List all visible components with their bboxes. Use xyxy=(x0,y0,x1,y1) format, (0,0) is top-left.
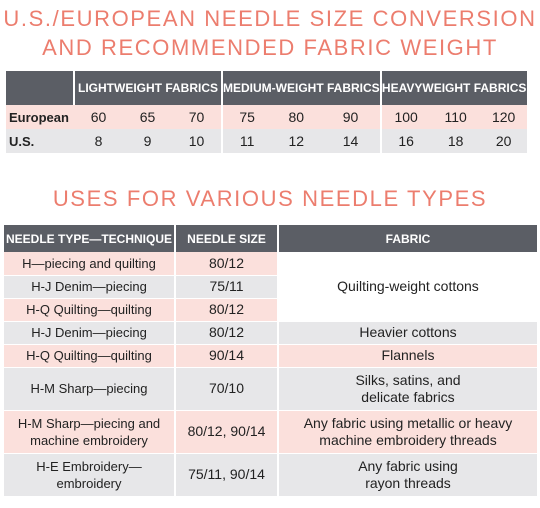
table-row xyxy=(4,321,537,344)
row-label-us: U.S. xyxy=(6,129,74,153)
table-row xyxy=(4,367,537,410)
fabric-cell xyxy=(278,367,537,410)
size-cell: 20 xyxy=(481,129,527,153)
fabric-line: Any fabric using metallic or heavy xyxy=(303,414,513,431)
row-label-european: European xyxy=(6,105,74,129)
fabric-line: machine embroidery threads xyxy=(319,431,497,448)
needle-size-cell: 70/10 xyxy=(175,367,278,410)
size-cell: 65 xyxy=(123,105,172,129)
fabric-cell xyxy=(278,344,537,367)
group-header-medium: MEDIUM-WEIGHT FABRICS xyxy=(222,71,381,105)
size-cell: 9 xyxy=(123,129,172,153)
table-row xyxy=(4,252,537,275)
uses-header-row xyxy=(4,225,537,252)
needle-uses-table xyxy=(4,225,537,497)
technique-cell xyxy=(4,275,175,298)
size-cell: 16 xyxy=(381,129,431,153)
fabric-line: rayon threads xyxy=(365,474,451,491)
size-cell: 18 xyxy=(431,129,481,153)
header-needle-size: NEEDLE SIZE xyxy=(175,225,278,252)
fabric-cell xyxy=(278,453,537,496)
technique-cell xyxy=(4,321,175,344)
size-cell: 8 xyxy=(74,129,123,153)
needle-size-cell: 80/12 xyxy=(175,321,278,344)
technique-cell xyxy=(4,252,175,275)
corner-cell xyxy=(6,71,74,105)
technique-line: embroidery xyxy=(56,475,122,491)
fabric-line: delicate fabrics xyxy=(361,388,455,405)
technique-text: H-J Denim—piecing xyxy=(31,325,147,340)
header-fabric: FABRIC xyxy=(278,225,537,252)
technique-text: H-Q Quilting—quilting xyxy=(26,302,152,317)
technique-text: H—piecing and quilting xyxy=(22,255,156,271)
technique-text: H-M Sharp—piecing xyxy=(30,381,148,396)
fabric-cell-merged: Quilting-weight cottons xyxy=(278,252,537,321)
group-header-heavy: HEAVYWEIGHT FABRICS xyxy=(381,71,527,105)
needle-size-cell: 75/11 xyxy=(175,275,278,298)
size-cell: 70 xyxy=(172,105,222,129)
needle-size-cell: 80/12, 90/14 xyxy=(175,410,278,453)
table-row xyxy=(4,453,537,496)
fabric-line: Any fabric using xyxy=(358,457,458,474)
technique-cell xyxy=(4,367,175,410)
table-row xyxy=(4,344,537,367)
technique-cell xyxy=(4,453,175,496)
size-cell: 60 xyxy=(74,105,123,129)
fabric-cell xyxy=(278,410,537,453)
conversion-title-line2: AND RECOMMENDED FABRIC WEIGHT xyxy=(42,35,498,60)
fabric-line: Silks, satins, and xyxy=(355,371,461,388)
size-cell: 90 xyxy=(321,105,380,129)
size-cell: 80 xyxy=(271,105,321,129)
table-row xyxy=(4,410,537,453)
size-cell: 14 xyxy=(321,129,380,153)
size-cell: 10 xyxy=(172,129,222,153)
size-cell: 110 xyxy=(431,105,481,129)
size-cell: 100 xyxy=(381,105,431,129)
size-cell: 120 xyxy=(481,105,527,129)
technique-cell xyxy=(4,298,175,321)
conversion-title-line1: U.S./EUROPEAN NEEDLE SIZE CONVERSION xyxy=(3,6,537,31)
technique-cell xyxy=(4,344,175,367)
fabric-text: Flannels xyxy=(381,347,435,363)
uses-title: USES FOR VARIOUS NEEDLE TYPES xyxy=(52,186,488,211)
needle-size-cell: 80/12 xyxy=(175,298,278,321)
us-row xyxy=(6,129,527,153)
technique-line: H-M Sharp—piecing and xyxy=(17,415,161,431)
size-cell: 12 xyxy=(271,129,321,153)
needle-size-cell: 75/11, 90/14 xyxy=(175,453,278,496)
size-cell: 75 xyxy=(222,105,271,129)
conversion-header-row xyxy=(6,71,527,105)
technique-line: H-E Embroidery— xyxy=(36,458,142,474)
fabric-text: Heavier cottons xyxy=(359,324,457,340)
size-cell: 11 xyxy=(222,129,271,153)
fabric-cell xyxy=(278,321,537,344)
conversion-table xyxy=(6,71,527,153)
technique-text: H-Q Quilting—quilting xyxy=(26,348,152,363)
needle-size-cell: 90/14 xyxy=(175,344,278,367)
needle-size-cell: 80/12 xyxy=(175,252,278,275)
technique-line: machine embroidery xyxy=(30,432,148,448)
european-row xyxy=(6,105,527,129)
group-header-light: LIGHTWEIGHT FABRICS xyxy=(74,71,222,105)
header-technique: NEEDLE TYPE—TECHNIQUE xyxy=(4,225,175,252)
technique-text: H-J Denim—piecing xyxy=(31,279,147,294)
technique-cell xyxy=(4,410,175,453)
